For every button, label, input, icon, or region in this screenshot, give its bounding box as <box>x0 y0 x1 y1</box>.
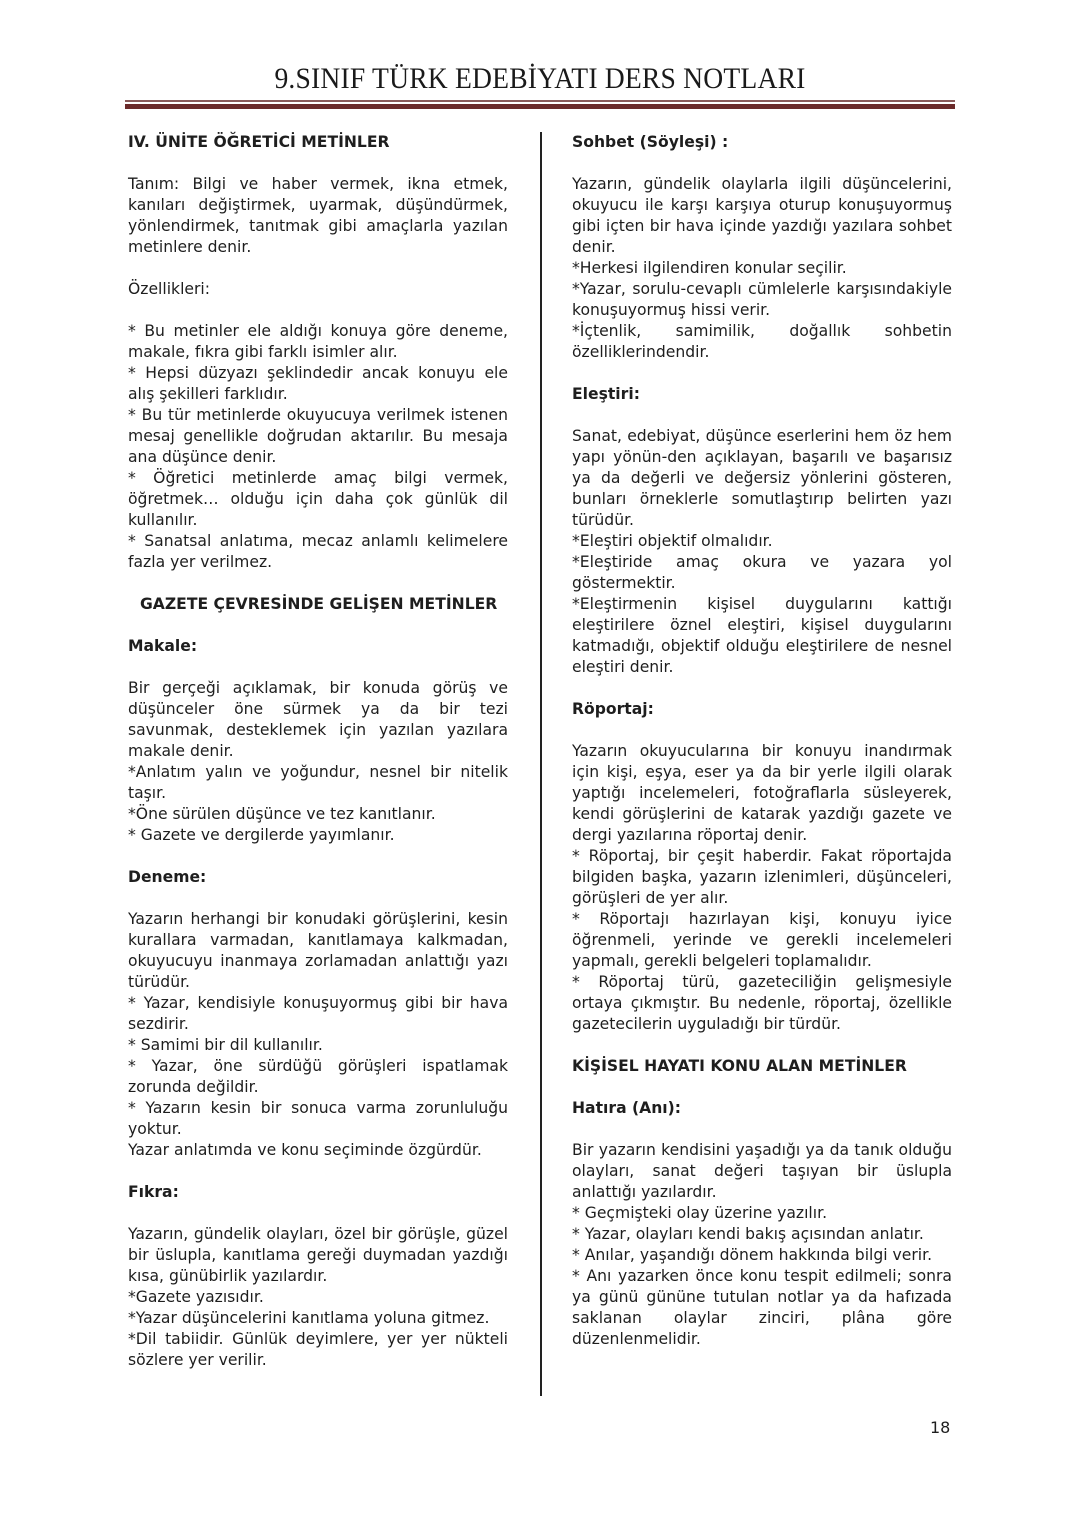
paragraph: * Yazar, öne sürdüğü görüşleri ispatlamak zorunda değildir. <box>128 1057 508 1096</box>
paragraph: * Sanatsal anlatıma, mecaz anlamlı kelimelere fazla yer verilmez. <box>128 532 508 571</box>
paragraph: * Anı yazarken önce konu tespit edilmeli; sonra ya günü gününe tutulan notlar ya da hafızada saklanan olaylar zinciri, plâna göre düzenlenmelidir. <box>572 1267 952 1348</box>
paragraph: * Yazar, kendisiyle konuşuyormuş gibi bir hava sezdirir. <box>128 994 508 1033</box>
section-heading: Röportaj: <box>572 700 654 718</box>
section-heading: Eleştiri: <box>572 385 640 403</box>
page-number: 18 <box>930 1418 951 1437</box>
paragraph: * Röportaj, bir çeşit haberdir. Fakat röportajda bilgiden başka, yazarın izlenimleri, düşünceleri, görüşleri de yer alır. <box>572 847 952 907</box>
paragraph: Bir gerçeği açıklamak, bir konuda görüş ve düşünceler öne sürmek ya da bir tezi savunmak, desteklemek için yazılan yazılara makale denir. <box>128 679 508 760</box>
paragraph: * Röportajı hazırlayan kişi, konuyu iyice öğrenmeli, yerinde ve gerekli incelemeleri yapmalı, gerekli belgeleri toplamalıdır. <box>572 910 952 970</box>
paragraph: Bir yazarın kendisini yaşadığı ya da tanık olduğu olayları, sanat değeri taşıyan bir üslupla anlattığı yazılardır. <box>572 1141 952 1201</box>
paragraph: *Anlatım yalın ve yoğundur, nesnel bir nitelik taşır. <box>128 763 508 802</box>
paragraph: * Yazarın kesin bir sonuca varma zorunluluğu yoktur. <box>128 1099 508 1138</box>
paragraph: * Öğretici metinlerde amaç bilgi vermek, öğretmek… olduğu için daha çok günlük dil kullanılır. <box>128 469 508 529</box>
paragraph: *Dil tabiidir. Günlük deyimlere, yer yer nükteli sözlere yer verilir. <box>128 1330 508 1369</box>
paragraph: Yazarın, gündelik olayları, özel bir görüşle, güzel bir üslupla, kanıtlama gereği duymadan yazdığı kısa, günübirlik yazılardır. <box>128 1225 508 1285</box>
paragraph: *Yazar düşüncelerini kanıtlama yoluna gitmez. <box>128 1309 490 1327</box>
paragraph: * Geçmişteki olay üzerine yazılır. <box>572 1204 828 1222</box>
paragraph: Özellikleri: <box>128 280 211 298</box>
paragraph: * Samimi bir dil kullanılır. <box>128 1036 323 1054</box>
paragraph: Yazarın okuyucularına bir konuyu inandırmak için kişi, eşya, eser ya da bir yerle ilgili olarak yaptığı incelemeleri, fotoğraflarla süsleyerek, kendi görüşlerini de katarak yazdığı gazete ve dergi yazılarına röportaj denir. <box>572 742 952 844</box>
paragraph: *Eleştirmenin kişisel duygularını kattığı eleştirilere öznel eleştiri, kişisel duygularını katmadığı, objektif olduğu eleştirilere de nesnel eleştiri denir. <box>572 595 952 676</box>
section-heading: Hatıra (Anı): <box>572 1099 682 1117</box>
paragraph: * Hepsi düzyazı şeklindedir ancak konuyu ele alış şekilleri farklıdır. <box>128 364 508 403</box>
section-heading: KİŞİSEL HAYATI KONU ALAN METİNLER <box>572 1057 907 1075</box>
section-heading: Sohbet (Söyleşi) : <box>572 133 729 151</box>
section-heading: Fıkra: <box>128 1183 179 1201</box>
paragraph: * Yazar, olayları kendi bakış açısından anlatır. <box>572 1225 924 1243</box>
paragraph: *İçtenlik, samimilik, doğallık sohbetin özelliklerindendir. <box>572 322 952 361</box>
paragraph: * Bu metinler ele aldığı konuya göre deneme, makale, fıkra gibi farklı isimler alır. <box>128 322 508 361</box>
right-column <box>572 132 952 1350</box>
paragraph: Sanat, edebiyat, düşünce eserlerini hem öz hem yapı yönün-den açıklayan, başarılı ve başarısız ya da değerli ve değersiz yönlerini gösteren, bunları örneklerle somutlaştırıp belirten yazı türüdür. <box>572 427 952 529</box>
paragraph: Yazarın, gündelik olaylarla ilgili düşüncelerini, okuyucu ile karşı karşıya oturup konuşuyormuş gibi içten bir hava içinde yazdığı yazılara sohbet denir. <box>572 175 952 256</box>
section-heading: GAZETE ÇEVRESİNDE GELİŞEN METİNLER <box>140 595 498 613</box>
paragraph: *Yazar, sorulu-cevaplı cümlelerle karşısındakiyle konuşuyormuş hissi verir. <box>572 280 952 319</box>
paragraph: *Eleştiride amaç okura ve yazara yol göstermektir. <box>572 553 952 592</box>
paragraph: * Röportaj türü, gazeteciliğin gelişmesiyle ortaya çıkmıştır. Bu nedenle, röportaj, özellikle gazetecilerin uyguladığı bir türdür. <box>572 973 952 1033</box>
paragraph: Tanım: Bilgi ve haber vermek, ikna etmek, kanıları değiştirmek, uyarmak, düşündürmek, yönlendirmek, tanıtmak gibi amaçlarla yazılan metinlere denir. <box>128 175 508 256</box>
header-rule-thin <box>125 100 955 102</box>
paragraph: * Gazete ve dergilerde yayımlanır. <box>128 826 395 844</box>
header-rule-thick <box>125 104 955 109</box>
paragraph: * Bu tür metinlerde okuyucuya verilmek istenen mesaj genellikle doğrudan aktarılır. Bu mesaja ana düşünce denir. <box>128 406 508 466</box>
section-heading: IV. ÜNİTE ÖĞRETİCİ METİNLER <box>128 133 390 151</box>
paragraph: *Eleştiri objektif olmalıdır. <box>572 532 773 550</box>
paragraph: *Herkesi ilgilendiren konular seçilir. <box>572 259 847 277</box>
section-heading: Makale: <box>128 637 198 655</box>
page-header-title: 9.SINIF TÜRK EDEBİYATI DERS NOTLARI <box>274 62 806 95</box>
column-divider <box>540 132 542 1396</box>
paragraph: *Gazete yazısıdır. <box>128 1288 264 1306</box>
paragraph: Yazarın herhangi bir konudaki görüşlerini, kesin kurallara varmadan, kanıtlamaya kalkmadan, okuyucuyu inanmaya zorlamadan anlattığı yazı türüdür. <box>128 910 508 991</box>
paragraph: * Anılar, yaşandığı dönem hakkında bilgi verir. <box>572 1246 933 1264</box>
paragraph: *Öne sürülen düşünce ve tez kanıtlanır. <box>128 805 436 823</box>
left-column <box>128 132 508 1371</box>
paragraph: Yazar anlatımda ve konu seçiminde özgürdür. <box>128 1141 482 1159</box>
section-heading: Deneme: <box>128 868 207 886</box>
